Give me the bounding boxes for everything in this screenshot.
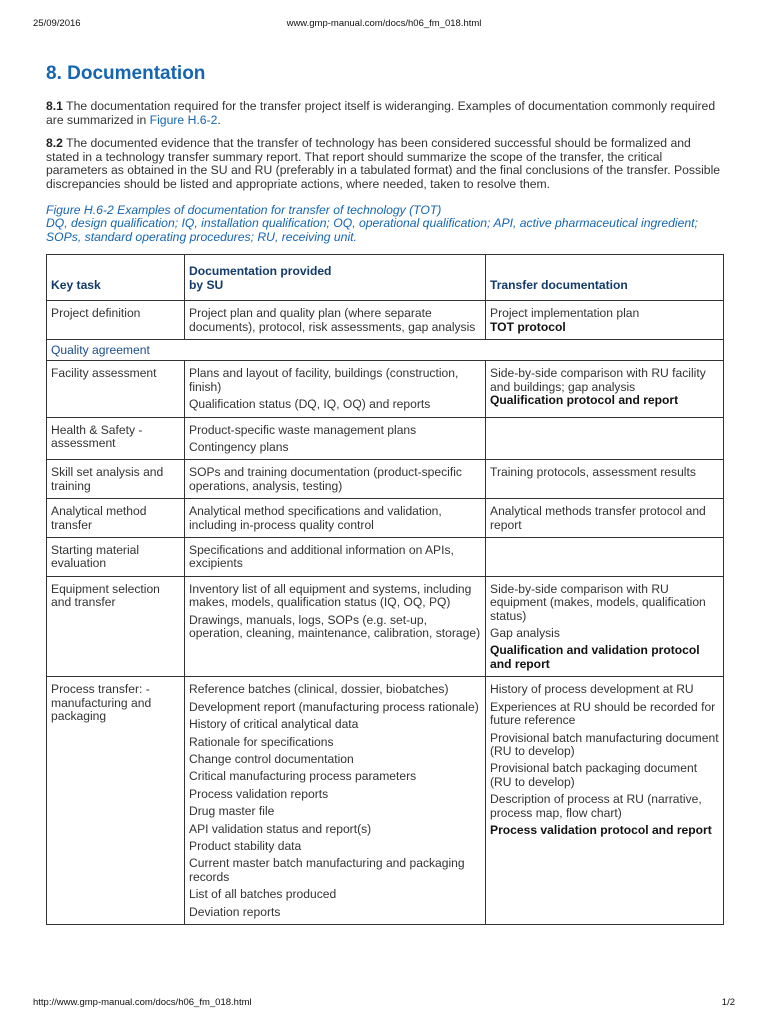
su-cell <box>185 499 486 538</box>
print-footer <box>33 997 735 1009</box>
paragraph-text: The documented evidence that the transfer of technology has been considered successful should be formalized and stated in a technology transfer summary report. That report should summarize the scope of the transfer, the critical parameters as obtained in the SU and RU (preferably in a tabulated format) and the final conclusions of the transfer. Possible discrepancies should be listed and appropriate actions, where needed, taken to resolve them. <box>46 136 721 191</box>
paragraph-text: The documentation required for the transfer project itself is wideranging. Examples of documentation commonly required are summarized in <box>46 99 716 127</box>
figure-link[interactable]: Figure H.6-2 <box>149 112 218 127</box>
su-item: History of critical analytical data <box>189 717 359 732</box>
figure-caption <box>46 204 726 245</box>
su-cell <box>185 361 486 417</box>
transfer-item: History of process development at RU <box>490 682 694 697</box>
header-transfer-documentation: Transfer documentation <box>486 255 724 301</box>
transfer-item-bold: Qualification and validation protocol and report <box>490 643 700 671</box>
su-cell <box>185 677 486 925</box>
transfer-cell <box>486 576 724 676</box>
transfer-item: Provisional batch manufacturing document (RU to develop) <box>490 730 719 758</box>
footer-url: http://www.gmp-manual.com/docs/h06_fm_018.html <box>33 997 252 1008</box>
header-documentation-su <box>185 255 486 301</box>
table-row <box>47 417 724 460</box>
su-item: Specifications and additional information on APIs, excipients <box>189 543 454 571</box>
task-cell: Skill set analysis and training <box>47 460 185 499</box>
transfer-cell <box>486 538 724 577</box>
paragraph-8-2 <box>46 137 726 191</box>
transfer-cell <box>486 460 724 499</box>
table-row <box>47 576 724 676</box>
su-item: Deviation reports <box>189 904 281 919</box>
transfer-cell <box>486 301 724 340</box>
su-item: Development report (manufacturing process rationale) <box>189 699 479 714</box>
task-cell: Process transfer: - manufacturing and packaging <box>47 677 185 925</box>
task-cell: Health & Safety - assessment <box>47 417 185 460</box>
table-row <box>47 361 724 417</box>
transfer-item: Analytical methods transfer protocol and report <box>490 504 706 532</box>
task-cell: Equipment selection and transfer <box>47 576 185 676</box>
su-item: Project plan and quality plan (where separate documents), protocol, risk assessments, gap analysis <box>189 306 476 334</box>
transfer-item: Side-by-side comparison with RU facility and buildings; gap analysis <box>490 366 706 394</box>
documentation-table <box>46 254 724 925</box>
transfer-cell <box>486 361 724 417</box>
transfer-item: Description of process at RU (narrative, process map, flow chart) <box>490 792 702 820</box>
figure-caption-title: Figure H.6-2 Examples of documentation for transfer of technology (TOT) <box>46 202 442 217</box>
transfer-item: Project implementation plan <box>490 306 640 321</box>
su-item: Drawings, manuals, logs, SOPs (e.g. set-up, operation, cleaning, maintenance, calibration, storage) <box>189 612 481 641</box>
su-item: Product-specific waste management plans <box>189 422 417 437</box>
su-cell <box>185 576 486 676</box>
paragraph-8-1 <box>46 100 726 127</box>
page-title: 8. Documentation <box>46 63 206 84</box>
transfer-item-bold: TOT protocol <box>490 319 566 334</box>
transfer-cell <box>486 417 724 460</box>
su-item: Qualification status (DQ, IQ, OQ) and reports <box>189 397 431 412</box>
paragraph-number: 8.2 <box>46 136 63 151</box>
su-item: Drug master file <box>189 804 275 819</box>
su-item: Analytical method specifications and validation, including in-process quality control <box>189 504 442 532</box>
header-su-line2: by SU <box>189 277 224 292</box>
su-item: Reference batches (clinical, dossier, biobatches) <box>189 682 449 697</box>
su-item: Contingency plans <box>189 440 289 454</box>
su-item: Process validation reports <box>189 786 329 801</box>
paragraph-number: 8.1 <box>46 99 63 113</box>
transfer-item-bold: Qualification protocol and report <box>490 393 679 408</box>
su-item: Current master batch manufacturing and packaging records <box>189 856 465 884</box>
su-item: Critical manufacturing process parameters <box>189 769 417 784</box>
su-item: Inventory list of all equipment and systems, including makes, models, qualification status (IQ, OQ, PQ) <box>189 581 472 610</box>
table-header-row <box>47 255 724 301</box>
task-cell: Analytical method transfer <box>47 499 185 538</box>
header-su-line1: Documentation provided <box>189 264 332 279</box>
table-row <box>47 339 724 360</box>
table-row <box>47 538 724 577</box>
transfer-item: Experiences at RU should be recorded for future reference <box>490 699 716 728</box>
header-key-task: Key task <box>47 255 185 301</box>
su-cell <box>185 301 486 340</box>
print-url: www.gmp-manual.com/docs/h06_fm_018.html <box>286 18 482 29</box>
transfer-item-bold: Process validation protocol and report <box>490 822 712 837</box>
paragraph-end: . <box>217 112 221 127</box>
task-cell: Project definition <box>47 301 185 340</box>
print-date: 25/09/2016 <box>33 18 81 29</box>
table-row <box>47 301 724 340</box>
transfer-item: Training protocols, assessment results <box>490 465 696 480</box>
document-content <box>46 62 726 925</box>
transfer-item: Side-by-side comparison with RU equipment (makes, models, qualification status) <box>490 581 706 623</box>
su-item: SOPs and training documentation (product-specific operations, analysis, testing) <box>189 465 462 493</box>
su-item: Rationale for specifications <box>189 734 334 749</box>
table-row <box>47 677 724 925</box>
su-cell <box>185 460 486 499</box>
transfer-item: Gap analysis <box>490 626 560 641</box>
su-item: Plans and layout of facility, buildings (construction, finish) <box>189 366 459 394</box>
transfer-cell <box>486 677 724 925</box>
transfer-cell <box>486 499 724 538</box>
su-cell <box>185 538 486 577</box>
su-cell <box>185 417 486 460</box>
print-header <box>33 18 735 30</box>
page-number: 1/2 <box>721 997 735 1008</box>
table-row <box>47 460 724 499</box>
su-item: List of all batches produced <box>189 887 337 902</box>
table-row <box>47 499 724 538</box>
task-cell: Facility assessment <box>47 361 185 417</box>
su-item: Product stability data <box>189 838 302 853</box>
quality-agreement-cell: Quality agreement <box>47 339 724 360</box>
task-cell: Starting material evaluation <box>47 538 185 577</box>
figure-caption-abbreviations: DQ, design qualification; IQ, installation qualification; OQ, operational qualification; API, active pharmaceutical ingredient; SOPs, standard operating procedures; RU, receiving unit. <box>46 216 698 244</box>
su-item: API validation status and report(s) <box>189 821 372 836</box>
transfer-item: Provisional batch packaging document (RU to develop) <box>490 761 698 789</box>
su-item: Change control documentation <box>189 751 354 766</box>
